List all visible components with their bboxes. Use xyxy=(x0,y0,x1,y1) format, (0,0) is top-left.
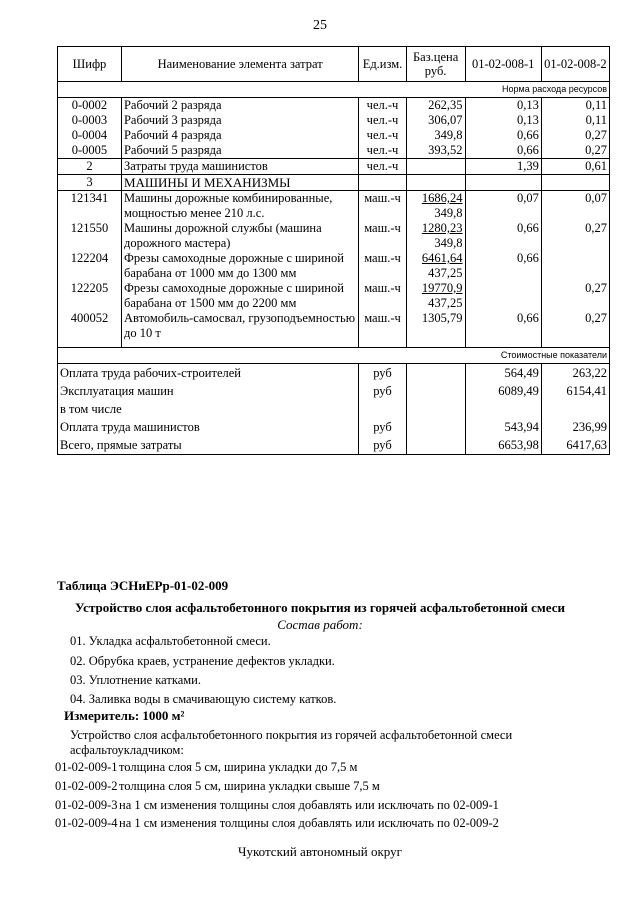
cost-label: Оплата труда рабочих-строителей xyxy=(58,364,359,383)
machine-rows xyxy=(58,191,610,348)
row-value-1: 0,66 xyxy=(465,143,541,159)
variant-text: на 1 см изменения толщины слоя добавлять или исключать по 02-009-1 xyxy=(119,798,499,812)
row-value-1: 1,39 xyxy=(465,159,541,175)
row-price xyxy=(406,159,465,175)
cost-value-2 xyxy=(541,400,609,418)
row-code: 0-0005 xyxy=(58,143,122,159)
row-value-2: 0,11 xyxy=(541,98,609,114)
row-name: Рабочий 5 разряда xyxy=(121,143,358,159)
row-price-secondary: 349,8 xyxy=(434,236,463,250)
cost-label: в том числе xyxy=(58,400,359,418)
variant-text: на 1 см изменения толщины слоя добавлять или исключать по 02-009-2 xyxy=(119,816,499,830)
row-value-2: 0,27 xyxy=(541,143,609,159)
row-value-2: 0,27 xyxy=(541,221,609,251)
row-code: 0-0002 xyxy=(58,98,122,114)
col-header-variant-1: 01-02-008-1 xyxy=(465,47,541,82)
row-value-2: 0,27 xyxy=(541,128,609,143)
row-value-2: 0,11 xyxy=(541,113,609,128)
table-row xyxy=(58,251,610,281)
row-unit: чел.-ч xyxy=(359,128,406,143)
footer-region: Чукотский автономный округ xyxy=(238,844,402,859)
row-price: 393,52 xyxy=(406,143,465,159)
row-code: 121550 xyxy=(58,221,122,251)
work-item: 03. Уплотнение катками. xyxy=(70,673,201,687)
variant-code: 01-02-009-3 xyxy=(55,798,118,812)
cost-row xyxy=(58,418,610,436)
norm-banner-row xyxy=(58,82,610,98)
table-row xyxy=(58,221,610,251)
row-value-1: 0,66 xyxy=(465,251,541,281)
table-row xyxy=(58,191,610,222)
row-price-secondary: 437,25 xyxy=(428,266,463,280)
table-header-row xyxy=(58,47,610,82)
row-name: Машины дорожные комбинированные, мощностью менее 210 л.с. xyxy=(121,191,358,222)
cost-unit: руб xyxy=(359,364,406,383)
row-name: Рабочий 2 разряда xyxy=(121,98,358,114)
resource-table xyxy=(57,46,610,455)
row-unit: маш.-ч xyxy=(359,311,406,341)
measure-unit: Измеритель: 1000 м² xyxy=(64,708,185,723)
col-header-code: Шифр xyxy=(58,47,122,82)
variant-item xyxy=(55,798,499,813)
row-unit: маш.-ч xyxy=(359,221,406,251)
variant-item xyxy=(55,760,357,775)
section-heading: Устройство слоя асфальтобетонного покрытия из горячей асфальтобетонной смеси xyxy=(75,600,565,615)
table-row xyxy=(58,113,610,128)
row-value-1: 0,13 xyxy=(465,98,541,114)
row-code: 0-0004 xyxy=(58,128,122,143)
cost-row xyxy=(58,364,610,383)
row-unit: чел.-ч xyxy=(359,98,406,114)
work-item: 04. Заливка воды в смачивающую систему катков. xyxy=(70,692,337,706)
cost-unit: руб xyxy=(359,418,406,436)
cost-unit: руб xyxy=(359,436,406,455)
row-name: Затраты труда машинистов xyxy=(121,159,358,175)
norm-banner: Норма расхода ресурсов xyxy=(58,82,610,98)
machines-header-row xyxy=(58,175,610,191)
row-price: 1280,23 xyxy=(421,221,463,235)
section-code: 3 xyxy=(58,175,122,191)
row-name: Фрезы самоходные дорожные с шириной барабана от 1500 мм до 2200 мм xyxy=(121,281,358,311)
row-value-1: 0,66 xyxy=(465,311,541,341)
section-subheading: Состав работ: xyxy=(277,617,363,632)
row-price: 349,8 xyxy=(406,128,465,143)
row-unit: чел.-ч xyxy=(359,113,406,128)
row-name: Автомобиль-самосвал, грузоподъемностью до 10 т xyxy=(121,311,358,341)
row-code: 122204 xyxy=(58,251,122,281)
cost-value-2: 6417,63 xyxy=(541,436,609,455)
cost-value-1: 564,49 xyxy=(465,364,541,383)
variant-code: 01-02-009-2 xyxy=(55,779,118,793)
cost-banner-row xyxy=(58,348,610,364)
row-code: 0-0003 xyxy=(58,113,122,128)
variant-text: толщина слоя 5 см, ширина укладки до 7,5 м xyxy=(119,760,358,774)
row-code: 2 xyxy=(58,159,122,175)
labor-total-row xyxy=(58,159,610,175)
row-price: 1305,79 xyxy=(421,311,463,325)
variant-item xyxy=(55,816,499,831)
row-unit: чел.-ч xyxy=(359,143,406,159)
row-code: 121341 xyxy=(58,191,122,222)
row-price-secondary: 437,25 xyxy=(428,296,463,310)
row-name: Рабочий 4 разряда xyxy=(121,128,358,143)
cost-value-2: 236,99 xyxy=(541,418,609,436)
page-number: 25 xyxy=(313,18,327,33)
cost-value-1: 6089,49 xyxy=(465,382,541,400)
cost-banner: Стоимостные показатели xyxy=(58,348,610,364)
work-item: 01. Укладка асфальтобетонной смеси. xyxy=(70,634,271,648)
cost-label: Эксплуатация машин xyxy=(58,382,359,400)
row-name: Фрезы самоходные дорожные с шириной барабана от 1000 мм до 1300 мм xyxy=(121,251,358,281)
col-header-price: Баз.цена руб. xyxy=(406,47,465,82)
table-row xyxy=(58,281,610,311)
table-row xyxy=(58,98,610,114)
cost-label: Всего, прямые затраты xyxy=(58,436,359,455)
row-price: 1686,24 xyxy=(421,191,463,205)
table-title: Таблица ЭСНиЕРр-01-02-009 xyxy=(57,578,229,593)
row-price: 6461,64 xyxy=(421,251,463,265)
row-name: Машины дорожной службы (машина дорожного мастера) xyxy=(121,221,358,251)
variant-text: толщина слоя 5 см, ширина укладки свыше 7,5 м xyxy=(119,779,380,793)
cost-value-1: 543,94 xyxy=(465,418,541,436)
row-value-1: 0,66 xyxy=(465,128,541,143)
row-value-1 xyxy=(465,281,541,311)
row-value-2: 0,07 xyxy=(541,191,609,222)
section-description: Устройство слоя асфальтобетонного покрытия из горячей асфальтобетонной смеси асфальтоукладчиком: xyxy=(70,728,513,757)
cost-unit xyxy=(359,400,406,418)
row-price: 262,35 xyxy=(406,98,465,114)
row-name: Рабочий 3 разряда xyxy=(121,113,358,128)
cost-rows xyxy=(58,364,610,455)
row-value-2: 0,61 xyxy=(541,159,609,175)
row-price: 19770,9 xyxy=(421,281,463,295)
row-value-1: 0,13 xyxy=(465,113,541,128)
row-code: 400052 xyxy=(58,311,122,341)
cost-value-1: 6653,98 xyxy=(465,436,541,455)
row-value-2: 0,27 xyxy=(541,281,609,311)
row-unit: маш.-ч xyxy=(359,281,406,311)
cost-value-2: 6154,41 xyxy=(541,382,609,400)
section-title: МАШИНЫ И МЕХАНИЗМЫ xyxy=(121,175,358,191)
cost-label: Оплата труда машинистов xyxy=(58,418,359,436)
cost-row xyxy=(58,400,610,418)
row-price: 306,07 xyxy=(406,113,465,128)
row-value-2 xyxy=(541,251,609,281)
row-value-1: 0,66 xyxy=(465,221,541,251)
row-value-2: 0,27 xyxy=(541,311,609,341)
work-item: 02. Обрубка краев, устранение дефектов укладки. xyxy=(70,654,335,668)
cost-value-1 xyxy=(465,400,541,418)
variant-code: 01-02-009-4 xyxy=(55,816,118,830)
cost-value-2: 263,22 xyxy=(541,364,609,383)
table-row xyxy=(58,128,610,143)
row-value-1: 0,07 xyxy=(465,191,541,222)
row-code: 122205 xyxy=(58,281,122,311)
labor-rows xyxy=(58,98,610,159)
table-row xyxy=(58,311,610,341)
cost-row xyxy=(58,436,610,455)
row-price-secondary: 349,8 xyxy=(434,206,463,220)
row-unit: маш.-ч xyxy=(359,251,406,281)
cost-unit: руб xyxy=(359,382,406,400)
cost-row xyxy=(58,382,610,400)
row-unit: чел.-ч xyxy=(359,159,406,175)
row-unit: маш.-ч xyxy=(359,191,406,222)
col-header-variant-2: 01-02-008-2 xyxy=(541,47,609,82)
variant-code: 01-02-009-1 xyxy=(55,760,118,774)
table-row xyxy=(58,143,610,159)
col-header-unit: Ед.изм. xyxy=(359,47,406,82)
col-header-name: Наименование элемента затрат xyxy=(121,47,358,82)
variant-item xyxy=(55,779,380,794)
